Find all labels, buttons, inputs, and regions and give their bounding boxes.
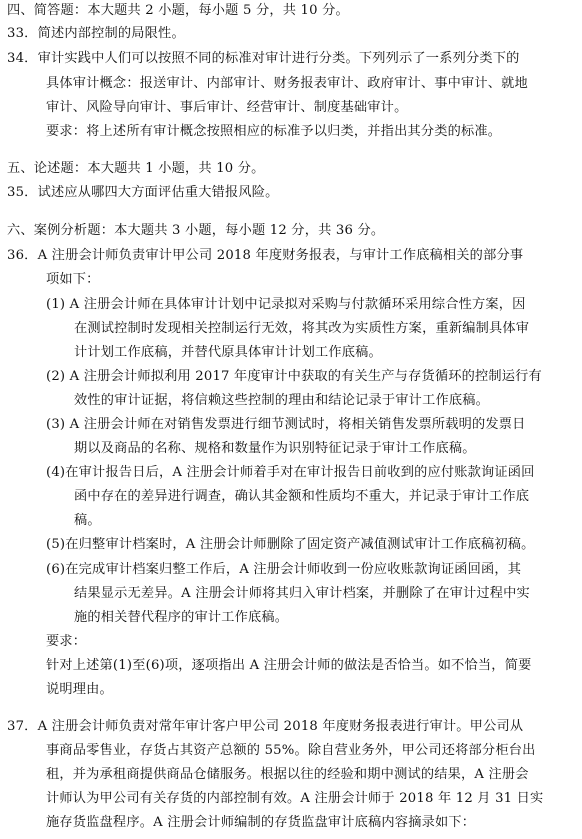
item-4-line-2: 函中存在的差异进行调查，确认其金额和性质均不重大，并记录于审计工作底: [74, 489, 530, 504]
requirement-label: 要求：: [46, 634, 87, 649]
question-36-line-1: 36．A 注册会计师负责审计甲公司 2018 年度财务报表，与审计工作底稿相关的部分事: [7, 248, 524, 263]
question-37-line-1: 37．A 注册会计师负责对常年审计客户甲公司 2018 年度财务报表进行审计。甲公司从: [7, 719, 524, 734]
requirement-line-2: 说明理由。: [46, 682, 113, 697]
item-3-line-2: 期以及商品的名称、规格和数量作为识别特征记录于审计工作底稿。: [74, 441, 476, 456]
item-4-line-1: (4)在审计报告日后，A 注册会计师着手对在审计报告日前收到的应付账款询证函回: [46, 465, 535, 480]
question-35: 35．试述应从哪四大方面评估重大错报风险。: [7, 185, 279, 200]
item-1-line-3: 计计划工作底稿，并替代原具体审计计划工作底稿。: [74, 345, 382, 360]
section-6-heading: 六、案例分析题：本大题共 3 小题，每小题 12 分，共 36 分。: [7, 223, 385, 238]
item-4-line-3: 稿。: [74, 513, 101, 528]
question-34-line-2: 具体审计概念：报送审计、内部审计、财务报表审计、政府审计、事中审计、就地: [46, 76, 528, 91]
question-37-line-2: 事商品零售业，存货占其资产总额的 55%。除自营业务外，甲公司还将部分柜台出: [46, 743, 536, 758]
question-37-line-4: 计师认为甲公司有关存货的内部控制有效。A 注册会计师于 2018 年 12 月 31 日实: [46, 791, 544, 806]
item-6-line-2: 结果显示无差异。A 注册会计师将其归入审计档案，并删除了在审计过程中实: [74, 586, 530, 601]
item-1-line-2: 在测试控制时发现相关控制运行无效，将其改为实质性方案，重新编制具体审: [74, 321, 530, 336]
question-34-line-3: 审计、风险导向审计、事后审计、经营审计、制度基础审计。: [46, 100, 408, 115]
question-36-line-2: 项如下：: [46, 272, 100, 287]
item-3-line-1: (3) A 注册会计师在对销售发票进行细节测试时，将相关销售发票所载明的发票日: [46, 417, 526, 432]
item-6-line-1: (6)在完成审计档案归整工作后，A 注册会计师收到一份应收账款询证函回函，其: [46, 562, 522, 577]
question-34-requirement: 要求：将上述所有审计概念按照相应的标准予以归类，并指出其分类的标准。: [46, 124, 502, 139]
requirement-line-1: 针对上述第(1)至(6)项，逐项指出 A 注册会计师的做法是否恰当。如不恰当，简要: [46, 658, 532, 673]
question-33: 33．简述内部控制的局限性。: [7, 26, 185, 41]
item-2-line-1: (2) A 注册会计师拟利用 2017 年度审计中获取的有关生产与存货循环的控制运行有: [46, 369, 542, 384]
item-1-line-1: (1) A 注册会计师在具体审计计划中记录拟对采购与付款循环采用综合性方案，因: [46, 297, 526, 312]
question-34-line-1: 34．审计实践中人们可以按照不同的标准对审计进行分类。下列列示了一系列分类下的: [7, 51, 520, 66]
question-37-line-3: 租，并为承租商提供商品仓储服务。根据以往的经验和期中测试的结果，A 注册会: [46, 767, 529, 782]
item-2-line-2: 效性的审计证据，将信赖这些控制的理由和结论记录于审计工作底稿。: [74, 393, 490, 408]
item-5-line-1: (5)在归整审计档案时，A 注册会计师删除了固定资产减值测试审计工作底稿初稿。: [46, 537, 535, 552]
section-5-heading: 五、论述题：本大题共 1 小题，共 10 分。: [7, 161, 265, 176]
item-6-line-3: 施的相关替代程序的审计工作底稿。: [74, 610, 289, 625]
question-37-line-5: 施存货监盘程序。A 注册会计师编制的存货监盘审计底稿内容摘录如下：: [46, 815, 476, 830]
section-4-heading: 四、简答题：本大题共 2 小题，每小题 5 分，共 10 分。: [7, 3, 349, 18]
